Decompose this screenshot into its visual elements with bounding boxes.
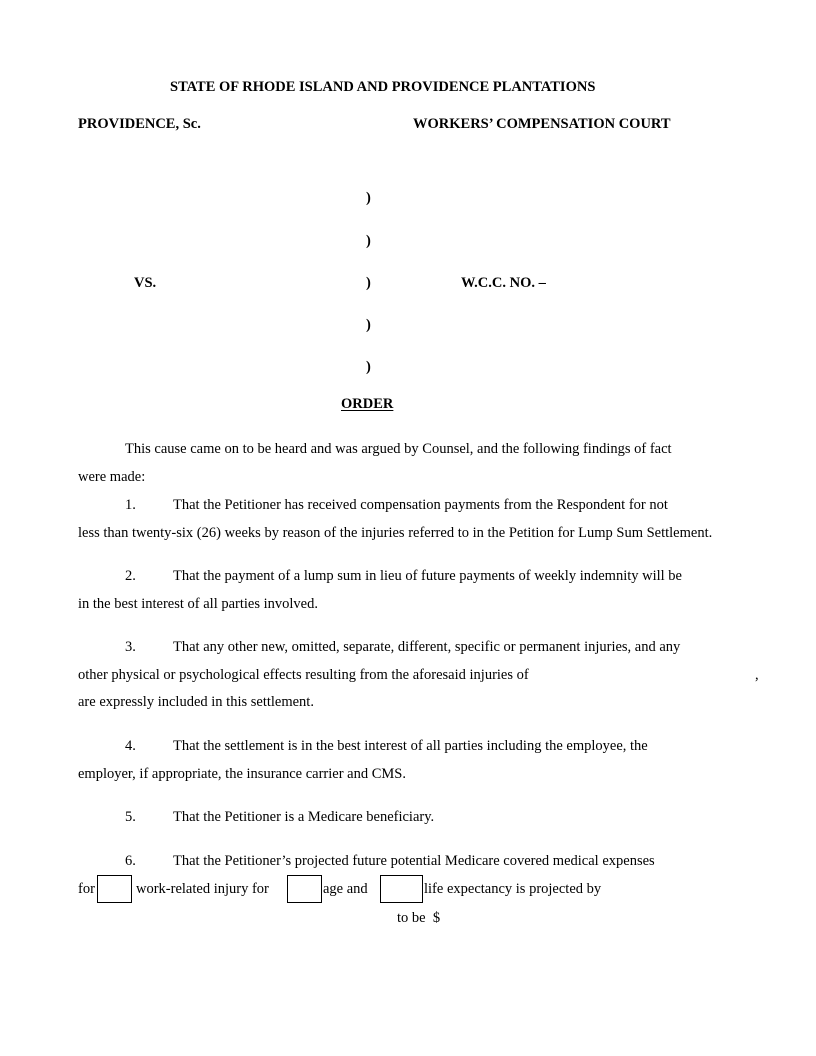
caption-paren: ) <box>366 275 371 291</box>
finding-4-number: 4. <box>125 738 136 754</box>
finding-6-number: 6. <box>125 853 136 869</box>
finding-3-line-2: other physical or psychological effects resulting from the aforesaid injuries of <box>78 667 529 683</box>
finding-5-number: 5. <box>125 809 136 825</box>
finding-6-for-label: for <box>78 881 95 897</box>
finding-1-line-2: less than twenty-six (26) weeks by reason of the injuries referred to in the Petition for Lump Sum Settlement. <box>78 525 713 541</box>
caption-paren: ) <box>366 190 371 206</box>
life-expectancy-input[interactable] <box>380 875 423 903</box>
finding-1-number: 1. <box>125 497 136 513</box>
county-label: PROVIDENCE, Sc. <box>78 116 201 132</box>
finding-3-line-3: are expressly included in this settlement. <box>78 694 314 710</box>
age-input[interactable] <box>287 875 322 903</box>
state-title: STATE OF RHODE ISLAND AND PROVIDENCE PLANTATIONS <box>170 79 596 95</box>
finding-4-line-2: employer, if appropriate, the insurance carrier and CMS. <box>78 766 406 782</box>
caption-paren: ) <box>366 359 371 375</box>
court-name: WORKERS’ COMPENSATION COURT <box>413 116 671 132</box>
intro-line-1: This cause came on to be heard and was argued by Counsel, and the following findings of fact <box>125 441 672 457</box>
intro-line-2: were made: <box>78 469 146 485</box>
finding-6-work-related-label: work-related injury for <box>136 881 269 897</box>
finding-3-line-1: That any other new, omitted, separate, different, specific or permanent injuries, and any <box>173 639 681 655</box>
caption-paren: ) <box>366 233 371 249</box>
caption-paren: ) <box>366 317 371 333</box>
wcc-number-label: W.C.C. NO. – <box>461 275 546 291</box>
finding-2-line-1: That the payment of a lump sum in lieu of future payments of weekly indemnity will be <box>173 568 682 584</box>
vs-label: VS. <box>134 275 157 291</box>
finding-3-comma: , <box>755 667 759 683</box>
finding-6-amount-label: to be $ <box>397 910 441 926</box>
injury-type-input[interactable] <box>97 875 132 903</box>
finding-6-age-and-label: age and <box>323 881 368 897</box>
order-title: ORDER <box>341 396 394 412</box>
finding-4-line-1: That the settlement is in the best interest of all parties including the employee, the <box>173 738 648 754</box>
finding-6-life-expectancy-label: life expectancy is projected by <box>424 881 602 897</box>
finding-2-line-2: in the best interest of all parties involved. <box>78 596 318 612</box>
finding-3-number: 3. <box>125 639 136 655</box>
finding-1-line-1: That the Petitioner has received compensation payments from the Respondent for not <box>173 497 668 513</box>
finding-6-line-1: That the Petitioner’s projected future potential Medicare covered medical expenses <box>173 853 655 869</box>
finding-2-number: 2. <box>125 568 136 584</box>
finding-5-line-1: That the Petitioner is a Medicare beneficiary. <box>173 809 435 825</box>
